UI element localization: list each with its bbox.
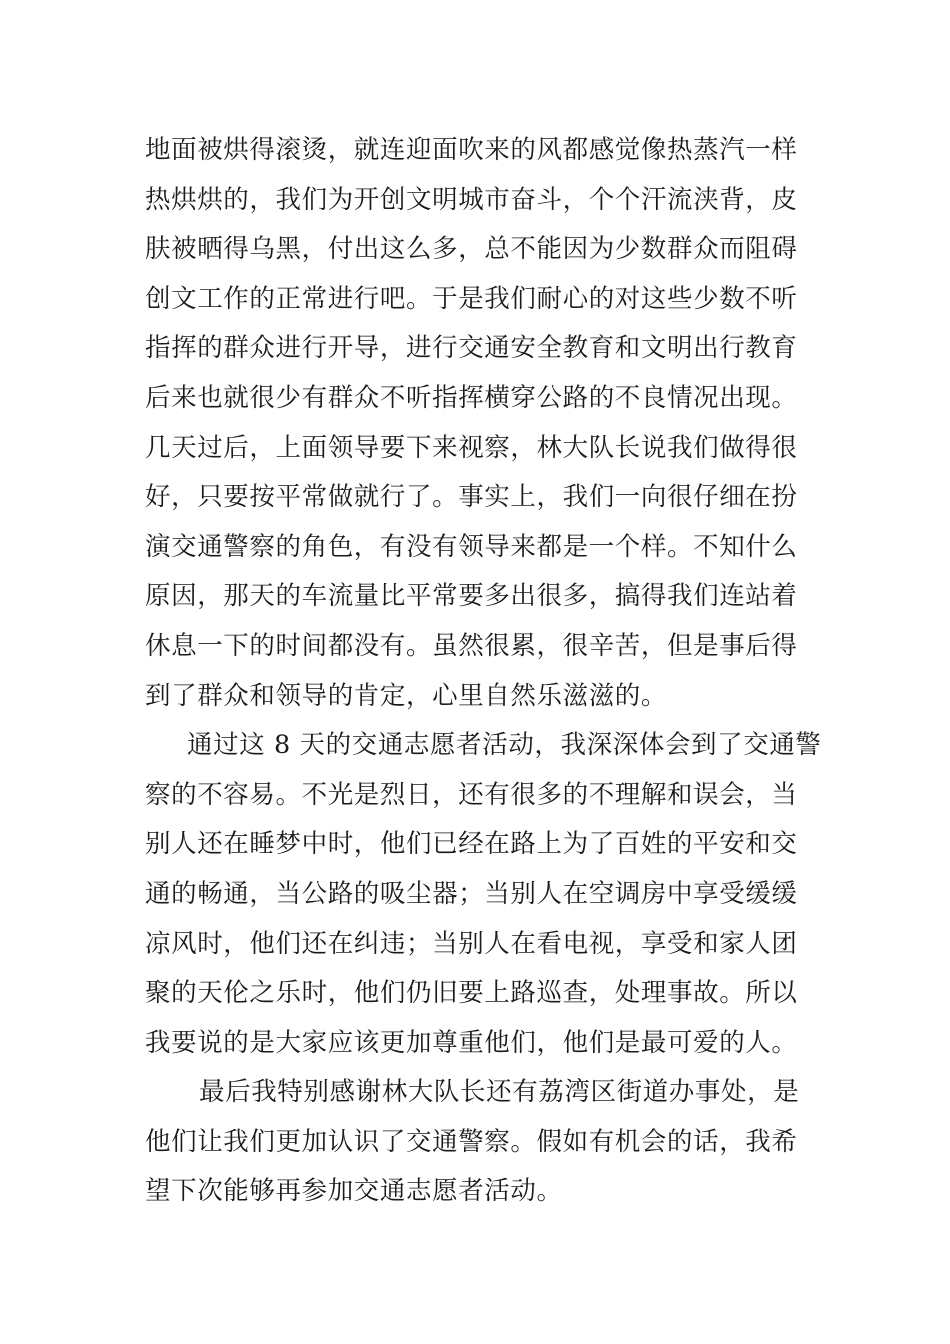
text-line: 聚的天伦之乐时，他们仍旧要上路巡查，处理事故。所以: [145, 978, 798, 1009]
document-body: [145, 126, 822, 1217]
text-line: 演交通警察的角色，有没有领导来都是一个样。不知什么: [145, 531, 798, 562]
text-line: 肤被晒得乌黑，付出这么多，总不能因为少数群众而阻碍: [145, 234, 798, 265]
text-line: 休息一下的时间都没有。虽然很累，很辛苦，但是事后得: [145, 630, 798, 661]
text-line: 别人还在睡梦中时，他们已经在路上为了百姓的平安和交: [145, 829, 798, 860]
text-line: 创文工作的正常进行吧。于是我们耐心的对这些少数不听: [145, 283, 798, 314]
text-line: 好，只要按平常做就行了。事实上，我们一向很仔细在扮: [145, 482, 798, 513]
text-line: 望下次能够再参加交通志愿者活动。: [145, 1176, 563, 1207]
text-line: 他们让我们更加认识了交通警察。假如有机会的话，我希: [145, 1126, 798, 1157]
text-line: 凉风时，他们还在纠违；当别人在看电视，享受和家人团: [145, 928, 798, 959]
text-line: 我要说的是大家应该更加尊重他们，他们是最可爱的人。: [145, 1027, 798, 1058]
text-line: 到了群众和领导的肯定，心里自然乐滋滋的。: [145, 680, 668, 711]
text-line: 后来也就很少有群众不听指挥横穿公路的不良情况出现。: [145, 382, 798, 413]
paragraph-start-line: 最后我特别感谢林大队长还有荔湾区街道办事处，是: [199, 1077, 800, 1108]
text-line: 察的不容易。不光是烈日，还有很多的不理解和误会，当: [145, 779, 798, 810]
text-line: 热烘烘的，我们为开创文明城市奋斗，个个汗流浃背，皮: [145, 184, 798, 215]
text-line: 地面被烘得滚烫，就连迎面吹来的风都感觉像热蒸汽一样: [145, 135, 798, 165]
text-line: 通的畅通，当公路的吸尘器；当别人在空调房中享受缓缓: [145, 878, 798, 909]
paragraph-start-line: 通过这 8 天的交通志愿者活动，我深深体会到了交通警: [187, 730, 822, 761]
text-line: 原因，那天的车流量比平常要多出很多，搞得我们连站着: [145, 581, 798, 612]
text-line: 指挥的群众进行开导，进行交通安全教育和文明出行教育: [145, 333, 798, 364]
text-line: 几天过后，上面领导要下来视察，林大队长说我们做得很: [145, 432, 798, 463]
